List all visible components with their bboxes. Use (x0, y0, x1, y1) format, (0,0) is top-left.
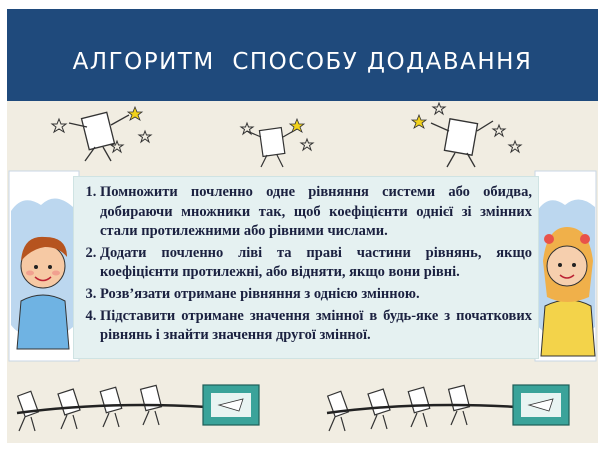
algorithm-box (73, 176, 539, 359)
star-icon (128, 107, 142, 120)
step-item: 4. Підставити отримане значення змінної в будь-яке з початкових рівнянь і знайти значення другої змінної. (100, 307, 532, 346)
cartoon-girl-icon (541, 227, 595, 356)
page-title: АЛГОРИТМ СПОСОБУ ДОДАВАННЯ (72, 49, 533, 75)
teaching-box-icon (203, 385, 259, 425)
algorithm-steps (80, 183, 532, 346)
cartoon-book-icon (247, 128, 297, 167)
teaching-box-icon (513, 385, 569, 425)
cartoon-book-icon (431, 119, 493, 167)
step-item: 2. Додати почленно ліві та праві частини рівнянь, якщо коефіцієнти протилежні, або відняти, якщо вони рівні. (100, 244, 532, 283)
step-item: 1. Помножити почленно одне рівняння системи або обидва, добираючи множники так, щоб коефіцієнти однієї зі змінних стали протилежними або рівними числами. (100, 183, 532, 242)
title-banner (7, 9, 598, 101)
cartoon-book-icon (18, 385, 162, 431)
cartoon-book-icon (328, 385, 470, 431)
step-item: 3. Розв’язати отримане рівняння з однією змінною. (100, 285, 532, 305)
cartoon-book-icon (69, 112, 129, 161)
content-panel (7, 101, 598, 443)
